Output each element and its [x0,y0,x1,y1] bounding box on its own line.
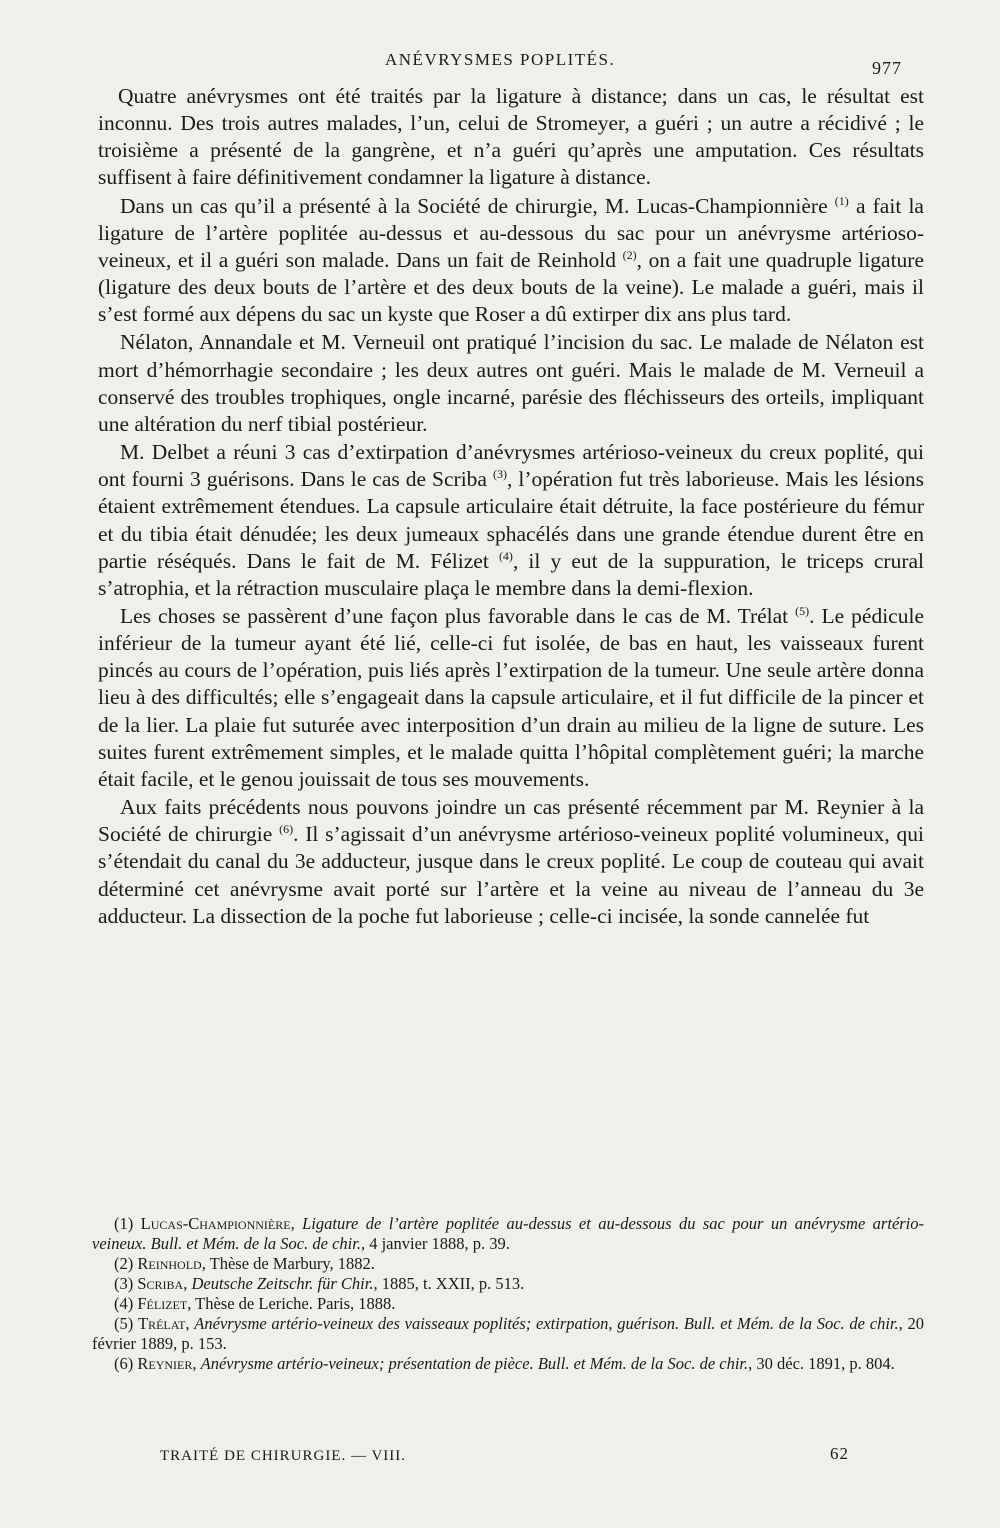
footnote [92,1354,924,1374]
footnote-marker: (2) [114,1254,134,1273]
paragraph-text: M. Delbet a réuni 3 cas d’extirpation d’anévrysmes artérioso-veineux du creux poplité, qui ont fourni 3 guérisons. Dans le cas de Scriba [98,440,924,492]
paragraph [98,193,924,329]
footnote-marker: (5) [114,1314,134,1333]
footnote-title: Anévrysme artério-veineux; présentation de pièce. Bull. et Mém. de la Soc. de chir. [200,1354,749,1373]
footnote-author: Scriba, [137,1274,188,1293]
body-text [98,83,924,930]
paragraph-text: . Il s’agissait d’un anévrysme artérioso-veineux poplité volumineux, qui s’étendait du canal du 3e adducteur, jusque dans le creux poplité. Le coup de couteau qui avait déterminé cet anévrysme avait porté sur l’artère et la veine au niveau de l’anneau du 3e adducteur. La dissection de la poche fut laborieuse ; celle-ci incisée, la sonde cannelée fut [98,822,924,928]
footnote [92,1294,924,1314]
footnote-author: Félizet, [137,1294,192,1313]
paragraph-text: . Le pédicule inférieur de la tumeur ayant été lié, celle-ci fut isolée, de bas en haut, les vaisseaux furent pincés au cours de l’opération, puis liés après l’extirpation de la tumeur. Une seule artère donna lieu à des difficultés; elle s’engageait dans la capsule articulaire, et il fut difficile de la pincer et de la lier. La plaie fut suturée avec interposition d’un drain au milieu de la ligne de suture. Les suites furent extrêmement simples, et le malade quitta l’hôpital complètement guéri; la marche était facile, et le genou jouissait de tous ses mouvements. [98,603,924,791]
paragraph-text: Les choses se passèrent d’une façon plus favorable dans le cas de M. Trélat [120,603,796,628]
footnote-details: , 30 déc. 1891, p. 804. [748,1354,895,1373]
footnote-title: Anévrysme artério-veineux des vaisseaux poplités; extirpation, guérison. Bull. et Mém. de la Soc. de chir. [194,1314,899,1333]
footnote-author: Lucas-Championnière, [140,1214,295,1233]
footnote-marker: (3) [114,1274,134,1293]
paragraph-text: , l’opération fut très laborieuse. Mais les lésions étaient extrêmement étendues. La capsule articulaire était détruite, la face postérieure du fémur et du tibia était dénudée; les deux jumeaux sphacélés dans une grande étendue durent être en partie réséqués. Dans le fait de M. Félizet [98,467,924,573]
paragraph [98,603,924,793]
footer-book-title: TRAITÉ DE CHIRURGIE. — VIII. [160,1448,407,1464]
footnote-details: , 1885, t. XXII, p. 513. [373,1274,525,1293]
paragraph-text: , on a fait une quadruple ligature (ligature des deux bouts de l’artère et des deux bouts de la veine). Le malade a guéri, mais il s’est formé aux dépens du sac un kyste que Roser a dû extirper dix ans plus tard. [98,247,925,327]
footnote-title: Ligature de l’artère poplitée au-dessus et au-dessous du sac pour un anévrysme artério-veineux. Bull. et Mém. de la Soc. de chir. [92,1214,925,1253]
footnote-author: Reynier, [137,1354,197,1373]
footnote-reference: (3) [492,467,507,482]
paragraph [98,329,924,438]
footnote-reference: (4) [498,548,513,563]
footnote [92,1214,924,1254]
paragraph-text: , il y eut de la suppuration, le triceps crural s’atrophia, et la rétraction musculaire plaça le membre dans la demi-flexion. [98,548,924,600]
footnote-reference: (6) [279,822,294,837]
paragraph-text: Nélaton, Annandale et M. Verneuil ont pratiqué l’incision du sac. Le malade de Nélaton est mort d’hémorrhagie secondaire ; les deux autres ont guéri. Mais le malade de M. Verneuil a conservé des troubles trophiques, ongle incarné, parésie des fléchisseurs des orteils, impliquant une altération du nerf tibial postérieur. [98,330,924,436]
footnote-reference: (5) [795,603,810,618]
footer-signature-number: 62 [830,1444,849,1463]
paragraph [98,83,924,192]
footnote-title: Deutsche Zeitschr. für Chir. [191,1274,374,1293]
footnote-reference: (2) [622,247,637,262]
footnote-details: Thèse de Leriche. Paris, 1888. [195,1294,396,1313]
footnote-author: Reinhold, [137,1254,206,1273]
paragraph-text: Aux faits précédents nous pouvons joindre un cas présenté récemment par M. Reynier à la Société de chirurgie [98,795,924,847]
paragraph-text: Quatre anévrysmes ont été traités par la ligature à distance; dans un cas, le résultat est inconnu. Des trois autres malades, l’un, celui de Stromeyer, a guéri ; un autre a récidivé ; le troisième a présenté de la gangrène, et n’a guéri qu’après une amputation. Ces résultats suffisent à faire définitivement condamner la ligature à distance. [98,84,924,190]
paragraph-text: a fait la ligature de l’artère poplitée au-dessus et au-dessous du sac pour un anévrysme artérioso-veineux, et il a guéri son malade. Dans un fait de Reinhold [98,193,924,272]
footnote-reference: (1) [834,193,849,208]
footnote-details: , 4 janvier 1888, p. 39. [360,1234,510,1253]
footnote [92,1274,924,1294]
paragraph [98,794,924,930]
running-title: ANÉVRYSMES POPLITÉS. [385,50,616,69]
page-number: 977 [872,58,902,78]
footnotes [92,1214,924,1374]
footnote-details: , 20 février 1889, p. 153. [92,1314,924,1353]
paragraph [98,439,924,602]
footnote-marker: (4) [114,1294,134,1313]
footnote-marker: (6) [114,1354,134,1373]
footnote-marker: (1) [114,1214,134,1233]
footnote [92,1314,924,1354]
paragraph-text: Dans un cas qu’il a présenté à la Société de chirurgie, M. Lucas-Championnière [120,193,835,218]
footnote-details: Thèse de Marbury, 1882. [209,1254,375,1273]
footnote-author: Trélat, [138,1314,190,1333]
footnote [92,1254,924,1274]
